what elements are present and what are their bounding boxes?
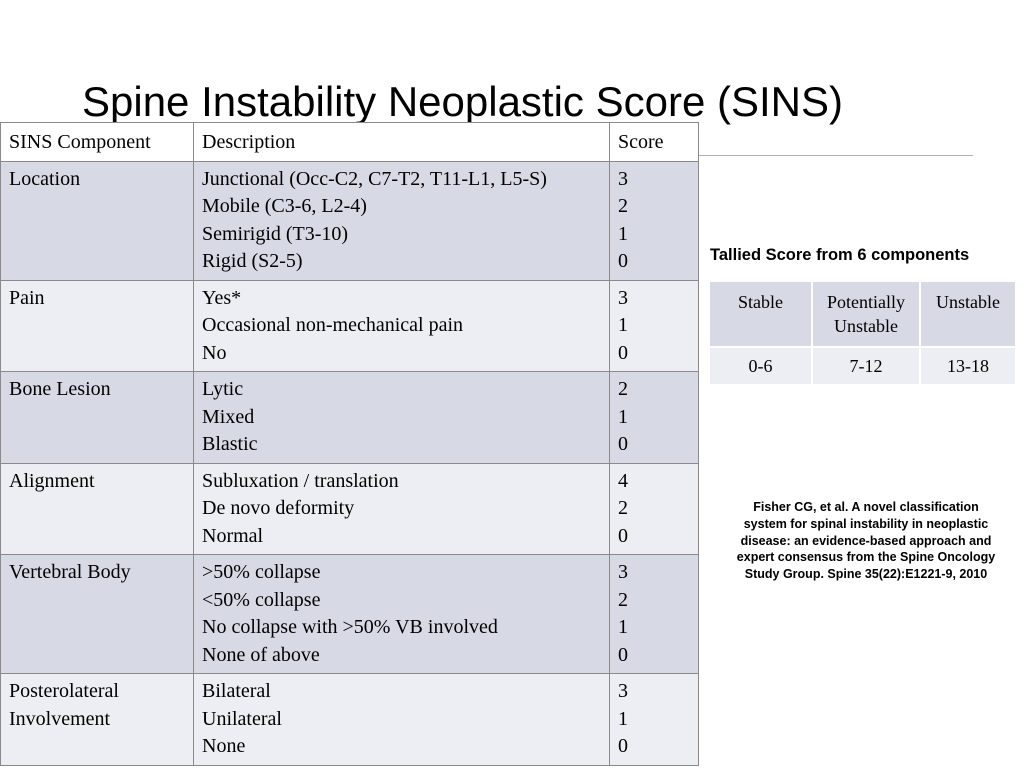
score-value: 0	[618, 643, 628, 666]
description-cell	[194, 161, 610, 280]
component-label: Pain	[9, 286, 45, 309]
description-option: Junctional (Occ-C2, C7-T2, T11-L1, L5-S)	[202, 167, 547, 190]
citation-line: disease: an evidence-based approach and	[740, 533, 992, 548]
table-row	[1, 463, 699, 555]
description-option: Mobile (C3-6, L2-4)	[202, 195, 367, 217]
tally-category-label: Stable	[738, 292, 783, 312]
score-value: 2	[618, 195, 628, 217]
score-value: 2	[618, 378, 628, 400]
score-value: 0	[618, 341, 628, 364]
description-option: Mixed	[202, 405, 255, 428]
description-option: Semirigid (T3-10)	[202, 222, 349, 245]
score-value: 1	[618, 707, 628, 730]
score-cell	[610, 161, 699, 280]
tally-category-label: Unstable	[834, 316, 898, 336]
tally-category-label: Unstable	[936, 292, 1000, 312]
score-value: 3	[618, 286, 628, 309]
component-cell	[1, 674, 194, 766]
description-cell	[194, 280, 610, 372]
score-cell	[610, 463, 699, 555]
score-cell	[610, 555, 699, 674]
description-option: De novo deformity	[202, 497, 355, 519]
table-row	[1, 161, 699, 280]
score-value: 2	[618, 497, 628, 519]
component-label: Posterolateral	[9, 680, 119, 702]
description-option: <50% collapse	[202, 588, 321, 611]
citation-line: Study Group. Spine 35(22):E1221-9, 2010	[744, 567, 988, 582]
description-option: Bilateral	[202, 680, 271, 702]
table-row	[1, 674, 699, 766]
header-score: Score	[610, 123, 699, 162]
component-cell	[1, 280, 194, 372]
tally-range: 7-12	[812, 347, 920, 385]
header-component: SINS Component	[1, 123, 194, 162]
header-description: Description	[194, 123, 610, 162]
description-option: >50% collapse	[202, 561, 321, 583]
score-value: 1	[618, 616, 628, 638]
description-option: Rigid (S2-5)	[202, 250, 303, 272]
score-value: 2	[618, 588, 628, 611]
tally-table	[710, 282, 1017, 386]
tally-heading: Tallied Score from 6 components	[710, 246, 970, 264]
score-value: 4	[618, 469, 628, 492]
component-cell	[1, 555, 194, 674]
table-row	[1, 280, 699, 372]
score-value: 0	[618, 433, 628, 455]
score-value: 0	[618, 524, 628, 547]
description-option: Unilateral	[202, 707, 282, 730]
score-value: 1	[618, 222, 628, 245]
tally-category-label: Potentially	[827, 292, 905, 312]
slide-title: Spine Instability Neoplastic Score (SINS)	[82, 78, 843, 125]
citation	[712, 499, 1020, 583]
component-cell	[1, 161, 194, 280]
score-value: 1	[618, 405, 628, 428]
table-row	[1, 555, 699, 674]
component-label: Location	[9, 167, 81, 190]
score-value: 0	[618, 250, 628, 272]
citation-line: Fisher CG, et al. A novel classification	[753, 500, 979, 514]
score-cell	[610, 280, 699, 372]
score-value: 0	[618, 735, 628, 757]
component-label: Bone Lesion	[9, 378, 111, 400]
description-cell	[194, 555, 610, 674]
score-value: 3	[618, 167, 628, 190]
component-label: Alignment	[9, 469, 95, 492]
description-option: No	[202, 341, 227, 364]
component-cell	[1, 372, 194, 464]
sins-table	[0, 122, 699, 766]
tally-category-potentially-unstable	[812, 282, 920, 347]
description-cell	[194, 674, 610, 766]
description-option: Blastic	[202, 433, 258, 455]
tally-range: 0-6	[710, 347, 812, 385]
component-label: Involvement	[9, 707, 111, 730]
tally-range-row	[710, 347, 1016, 385]
description-option: Normal	[202, 524, 264, 547]
description-option: Occasional non-mechanical pain	[202, 314, 463, 336]
description-cell	[194, 372, 610, 464]
tally-category-stable	[710, 282, 812, 347]
tally-category-unstable	[920, 282, 1016, 347]
score-cell	[610, 674, 699, 766]
description-option: Subluxation / translation	[202, 469, 399, 492]
score-value: 3	[618, 680, 628, 702]
description-option: Yes*	[202, 286, 242, 309]
component-label: Vertebral Body	[9, 561, 131, 583]
description-cell	[194, 463, 610, 555]
description-option: Lytic	[202, 378, 244, 400]
description-option: None of above	[202, 643, 320, 666]
description-option: None	[202, 735, 246, 757]
tally-range: 13-18	[920, 347, 1016, 385]
description-option: No collapse with >50% VB involved	[202, 616, 498, 638]
component-cell	[1, 463, 194, 555]
score-value: 1	[618, 314, 628, 336]
score-cell	[610, 372, 699, 464]
tally-label-row	[710, 282, 1016, 347]
sins-header-row	[1, 123, 699, 162]
score-value: 3	[618, 561, 628, 583]
table-row	[1, 372, 699, 464]
citation-line: expert consensus from the Spine Oncology	[736, 550, 996, 565]
citation-line: system for spinal instability in neoplastic	[743, 516, 989, 531]
